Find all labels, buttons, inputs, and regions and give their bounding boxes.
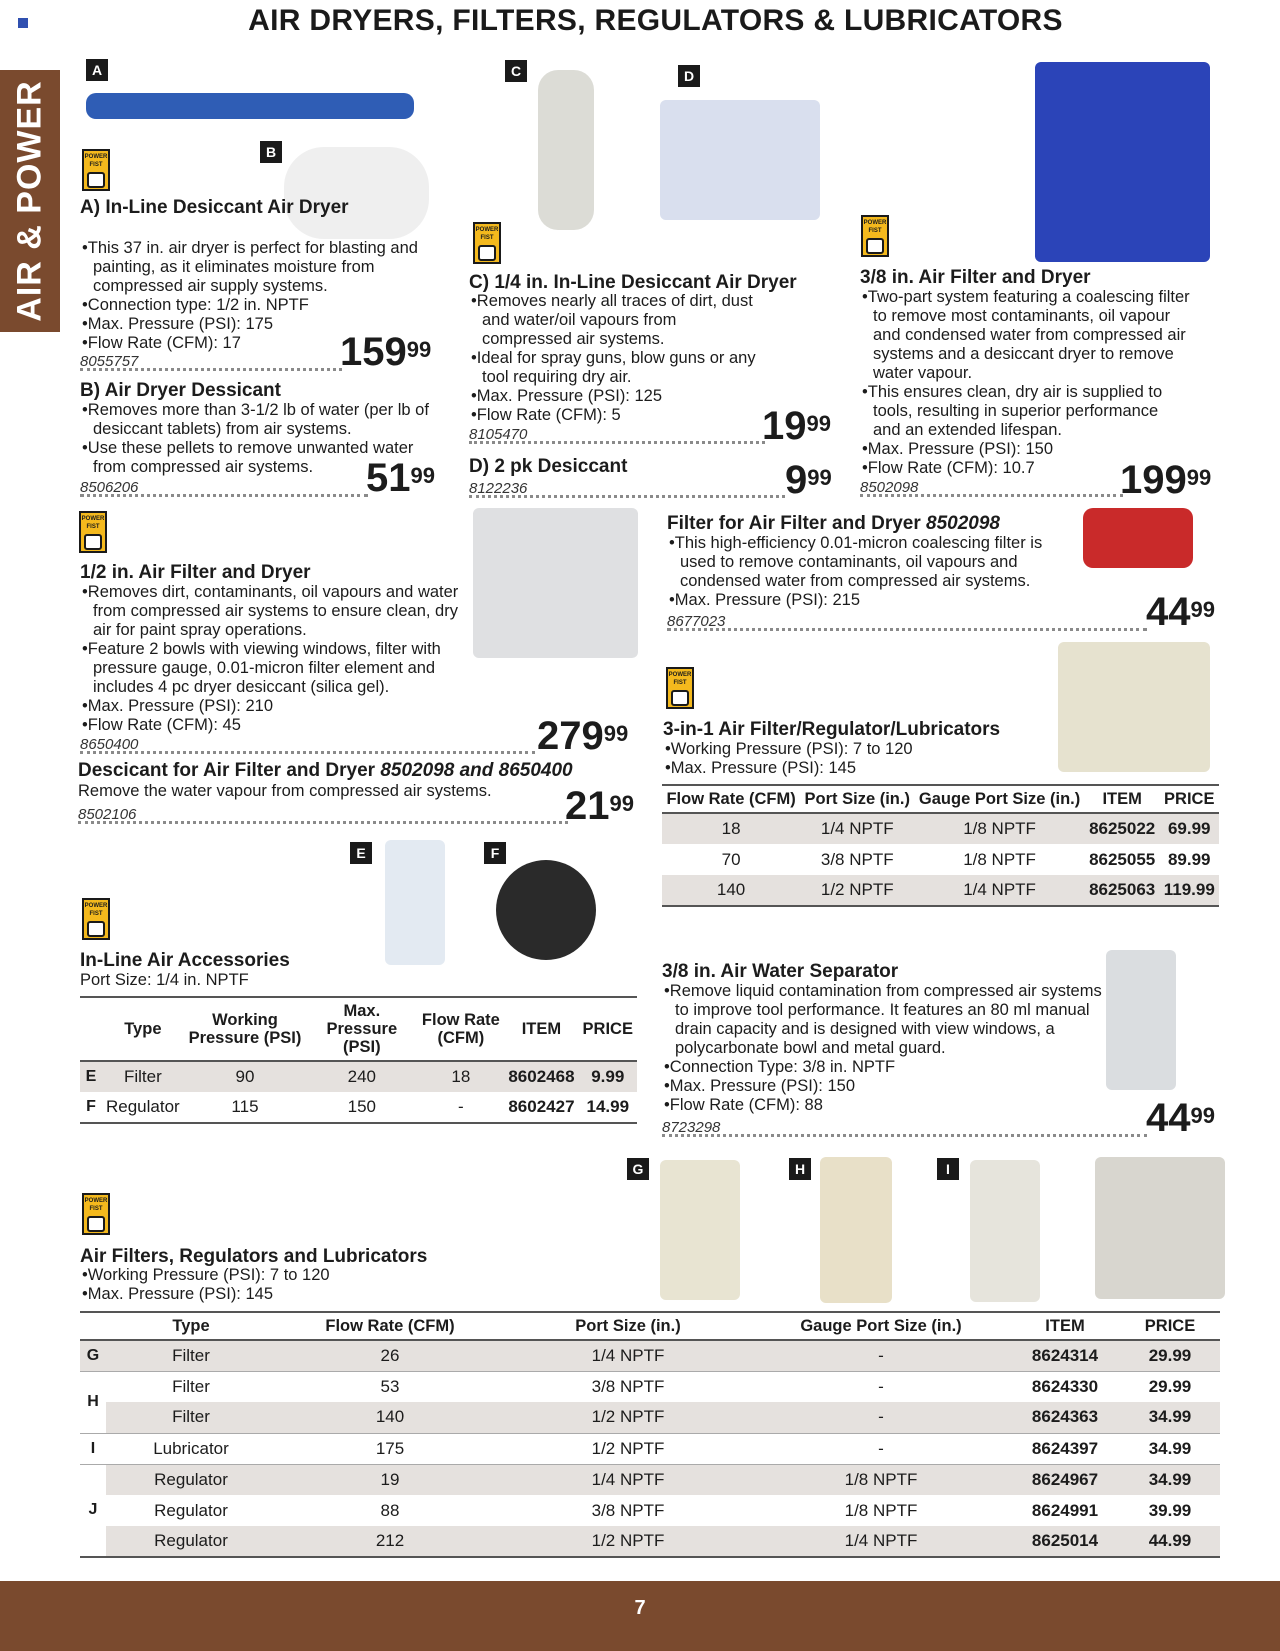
col-header: ITEM	[1045, 1317, 1085, 1335]
product-afrl-bullets	[80, 1266, 440, 1304]
table-row: 18 1/4 NPTF 1/8 NPTF 8625022 69.99	[662, 813, 1219, 844]
power-fist-logo: POWER FIST	[473, 222, 501, 264]
power-fist-logo: POWER FIST	[79, 511, 107, 553]
product-image-j	[1095, 1157, 1225, 1299]
bullet: •Flow Rate (CFM): 45	[82, 716, 241, 734]
product-b-price: $51^{99}$	[366, 456, 435, 500]
col-header: Type	[172, 1317, 210, 1335]
bullet: •Flow Rate (CFM): 10.7	[862, 459, 1035, 477]
product-image-h	[820, 1157, 892, 1303]
power-fist-logo: POWER FIST	[666, 667, 694, 709]
product-filter-dryer-38-sku: 8502098	[860, 481, 1123, 497]
product-filter-dryer-38-heading: 3/8 in. Air Filter and Dryer	[860, 267, 1091, 288]
label-b: B	[260, 141, 282, 163]
table-row: F Regulator 115 150 - 8602427 14.99	[86, 1097, 630, 1116]
afrl-table	[80, 1311, 1220, 1558]
bullet: •Working Pressure (PSI): 7 to 120	[665, 740, 913, 758]
product-image-filter-element	[1083, 508, 1193, 568]
product-image-separator	[1106, 950, 1176, 1090]
product-d-price: $9^{99}$	[785, 458, 832, 502]
label-a: A	[86, 59, 108, 81]
product-c-bullets	[469, 292, 769, 425]
col-header: PRICE	[1144, 1317, 1196, 1335]
table-row: I Lubricator 175 1/2 NPTF - 8624397 34.99	[80, 1433, 1220, 1464]
bullet: •Working Pressure (PSI): 7 to 120	[82, 1266, 330, 1284]
product-filter-dryer-38-price: $199^{99}$	[1120, 458, 1212, 502]
col-header: ITEM	[521, 1020, 562, 1038]
page-title: AIR DRYERS, FILTERS, REGULATORS & LUBRICATORS	[248, 4, 1063, 37]
product-inline-heading: In-Line Air Accessories	[80, 950, 290, 971]
product-a-price: $159^{99}$	[340, 330, 432, 374]
bullet: •Flow Rate (CFM): 88	[664, 1096, 823, 1114]
col-header: Flow Rate (CFM)	[325, 1317, 455, 1335]
label-d: D	[678, 65, 700, 87]
product-c-sku: 8105470	[469, 428, 765, 444]
product-image-filter-dryer-38	[1035, 62, 1210, 262]
section-tab[interactable]	[0, 70, 60, 332]
bullet: •Remove liquid contamination from compressed air systems to improve tool performance. It features an 80 ml manual drain capacity and is designed with view windows, a polycarbonate bowl and metal guard.	[664, 982, 1102, 1057]
bullet: •Flow Rate (CFM): 17	[82, 334, 241, 352]
col-header: PRICE	[1164, 790, 1215, 808]
bullet: •Connection type: 1/2 in. NPTF	[82, 296, 309, 314]
col-header: Port Size (in.)	[575, 1317, 681, 1335]
col-header: Type	[124, 1020, 162, 1038]
bullet: •This high-efficiency 0.01-micron coalescing filter is used to remove contaminants, oil vapours and condensed water from compressed air systems.	[669, 534, 1043, 590]
table-row: E Filter 90 240 18 8602468 9.99	[80, 1061, 637, 1092]
power-fist-logo: POWER FIST	[82, 149, 110, 191]
bullet: •Max. Pressure (PSI): 150	[862, 440, 1054, 458]
label-g: G	[627, 1158, 649, 1180]
product-image-filter-dryer-12	[473, 508, 638, 658]
bullet: •Removes dirt, contaminants, oil vapours and water from compressed air systems to ensure clean, dry air for paint spray operations.	[82, 583, 459, 639]
product-desiccant-sku: 8502106	[78, 808, 568, 824]
power-fist-logo: POWER FIST	[82, 1193, 110, 1235]
table-row: G Filter 26 1/4 NPTF - 8624314 29.99	[80, 1340, 1220, 1371]
bullet: •Max. Pressure (PSI): 210	[82, 697, 274, 715]
product-image-frl	[1058, 642, 1210, 772]
bullet: •This ensures clean, dry air is supplied to tools, resulting in superior performance and an extended lifespan.	[862, 383, 1163, 439]
product-filter-price: $44^{99}$	[1146, 590, 1215, 634]
bullet: •Max. Pressure (PSI): 215	[669, 591, 861, 609]
product-b-heading: B) Air Dryer Dessicant	[80, 380, 281, 401]
bullet: •Feature 2 bowls with viewing windows, filter with pressure gauge, 0.01-micron filter element and includes 4 pc dryer desiccant (silica gel).	[82, 640, 441, 696]
product-d-sku: 8122236	[469, 482, 785, 498]
col-header: Gauge Port Size (in.)	[918, 790, 1081, 808]
label-i: I	[937, 1158, 959, 1180]
product-filter-dryer-12-heading: 1/2 in. Air Filter and Dryer	[80, 562, 311, 583]
product-image-b	[284, 147, 429, 239]
product-image-g	[660, 1160, 740, 1300]
power-fist-logo: POWER FIST	[82, 898, 110, 940]
product-filter-sku: 8677023	[667, 615, 1147, 631]
bullet: •Max. Pressure (PSI): 145	[82, 1285, 274, 1303]
table-row: J Regulator 19 1/4 NPTF 1/8 NPTF 8624967 34.99	[80, 1464, 1220, 1495]
product-filter-dryer-12-bullets	[80, 583, 475, 735]
section-tab-label: AIR & POWER	[10, 80, 49, 322]
bullet: •This 37 in. air dryer is perfect for blasting and painting, as it eliminates moisture from compressed air supply systems.	[82, 239, 418, 295]
table-row: Regulator 88 3/8 NPTF 1/8 NPTF 8624991 39.99	[154, 1500, 1192, 1520]
bullet: •Max. Pressure (PSI): 125	[471, 387, 663, 405]
footer-bar	[0, 1581, 1280, 1651]
product-filter-heading: Filter for Air Filter and Dryer 8502098	[667, 513, 1000, 534]
product-d-heading: D) 2 pk Desiccant	[469, 456, 628, 477]
product-desiccant-price: $21^{99}$	[565, 784, 634, 828]
bullet: •Max. Pressure (PSI): 150	[664, 1077, 856, 1095]
product-a-sku: 8055757	[80, 355, 342, 371]
label-f: F	[484, 842, 506, 864]
bullet: •Use these pellets to remove unwanted water from compressed air systems.	[82, 439, 414, 476]
product-frl-bullets	[663, 740, 1023, 778]
col-header: Port Size (in.)	[804, 790, 910, 808]
label-e: E	[350, 842, 372, 864]
col-header: PRICE	[582, 1020, 633, 1038]
product-image-d	[660, 100, 820, 220]
bullet: •Flow Rate (CFM): 5	[471, 406, 621, 424]
product-frl-heading: 3-in-1 Air Filter/Regulator/Lubricators	[663, 719, 1001, 740]
product-separator-price: $44^{99}$	[1146, 1096, 1215, 1140]
product-separator-bullets	[662, 982, 1107, 1115]
product-image-c	[538, 70, 594, 230]
bullet: •Removes nearly all traces of dirt, dust and water/oil vapours from compressed air systems.	[471, 292, 753, 348]
product-filter-bullets	[667, 534, 1067, 610]
product-b-sku: 8506206	[80, 481, 368, 497]
product-image-i	[970, 1160, 1040, 1302]
bullet: •Connection Type: 3/8 in. NPTF	[664, 1058, 896, 1076]
product-filter-dryer-38-bullets	[860, 288, 1190, 478]
table-row: 70 3/8 NPTF 1/8 NPTF 8625055 89.99	[721, 849, 1211, 869]
bullet: •Removes more than 3-1/2 lb of water (per lb of desiccant tablets) from air systems.	[82, 401, 429, 438]
product-filter-dryer-12-price: $279^{99}$	[537, 714, 629, 758]
product-filter-dryer-12-sku: 8650400	[80, 738, 535, 754]
product-c-price: $19^{99}$	[762, 404, 831, 448]
product-a-heading: A) In-Line Desiccant Air Dryer	[80, 197, 349, 218]
col-header: Max. Pressure (PSI)	[326, 1002, 398, 1056]
col-header: Flow Rate (CFM)	[666, 790, 796, 808]
label-c: C	[505, 60, 527, 82]
col-header: Working Pressure (PSI)	[188, 1011, 302, 1047]
table-row: H Filter 53 3/8 NPTF - 8624330 29.99	[80, 1371, 1220, 1402]
table-row: 140 1/2 NPTF 1/4 NPTF 8625063 119.99	[662, 875, 1219, 906]
product-separator-heading: 3/8 in. Air Water Separator	[662, 961, 899, 982]
product-inline-sub: Port Size: 1/4 in. NPTF	[80, 971, 249, 989]
product-image-f	[496, 860, 596, 960]
product-desiccant-text: Remove the water vapour from compressed air systems.	[78, 782, 492, 800]
product-image-a	[86, 93, 414, 119]
product-c-heading: C) 1/4 in. In-Line Desiccant Air Dryer	[469, 272, 797, 293]
product-desiccant-heading: Descicant for Air Filter and Dryer 8502098 and 8650400	[78, 760, 573, 781]
col-header: ITEM	[1102, 790, 1142, 808]
bullet: •Max. Pressure (PSI): 175	[82, 315, 274, 333]
bullet: •Max. Pressure (PSI): 145	[665, 759, 857, 777]
col-header: Flow Rate (CFM)	[421, 1011, 500, 1047]
bullet: •Ideal for spray guns, blow guns or any tool requiring dry air.	[471, 349, 756, 386]
product-image-e	[385, 840, 445, 965]
frl-table	[662, 784, 1219, 907]
product-afrl-heading: Air Filters, Regulators and Lubricators	[80, 1246, 428, 1267]
table-row: Filter 140 1/2 NPTF - 8624363 34.99	[80, 1402, 1220, 1433]
power-fist-logo: POWER FIST	[861, 215, 889, 257]
page-number: 7	[634, 1597, 646, 1619]
bullet: •Two-part system featuring a coalescing filter to remove most contaminants, oil vapour and condensed water from compressed air systems and a desiccant dryer to remove water vapour.	[862, 288, 1190, 382]
table-row: Regulator 212 1/2 NPTF 1/4 NPTF 8625014 44.99	[80, 1526, 1220, 1557]
inline-accessories-table	[80, 996, 637, 1124]
product-separator-sku: 8723298	[662, 1121, 1147, 1137]
col-header: Gauge Port Size (in.)	[800, 1317, 962, 1335]
label-h: H	[789, 1158, 811, 1180]
